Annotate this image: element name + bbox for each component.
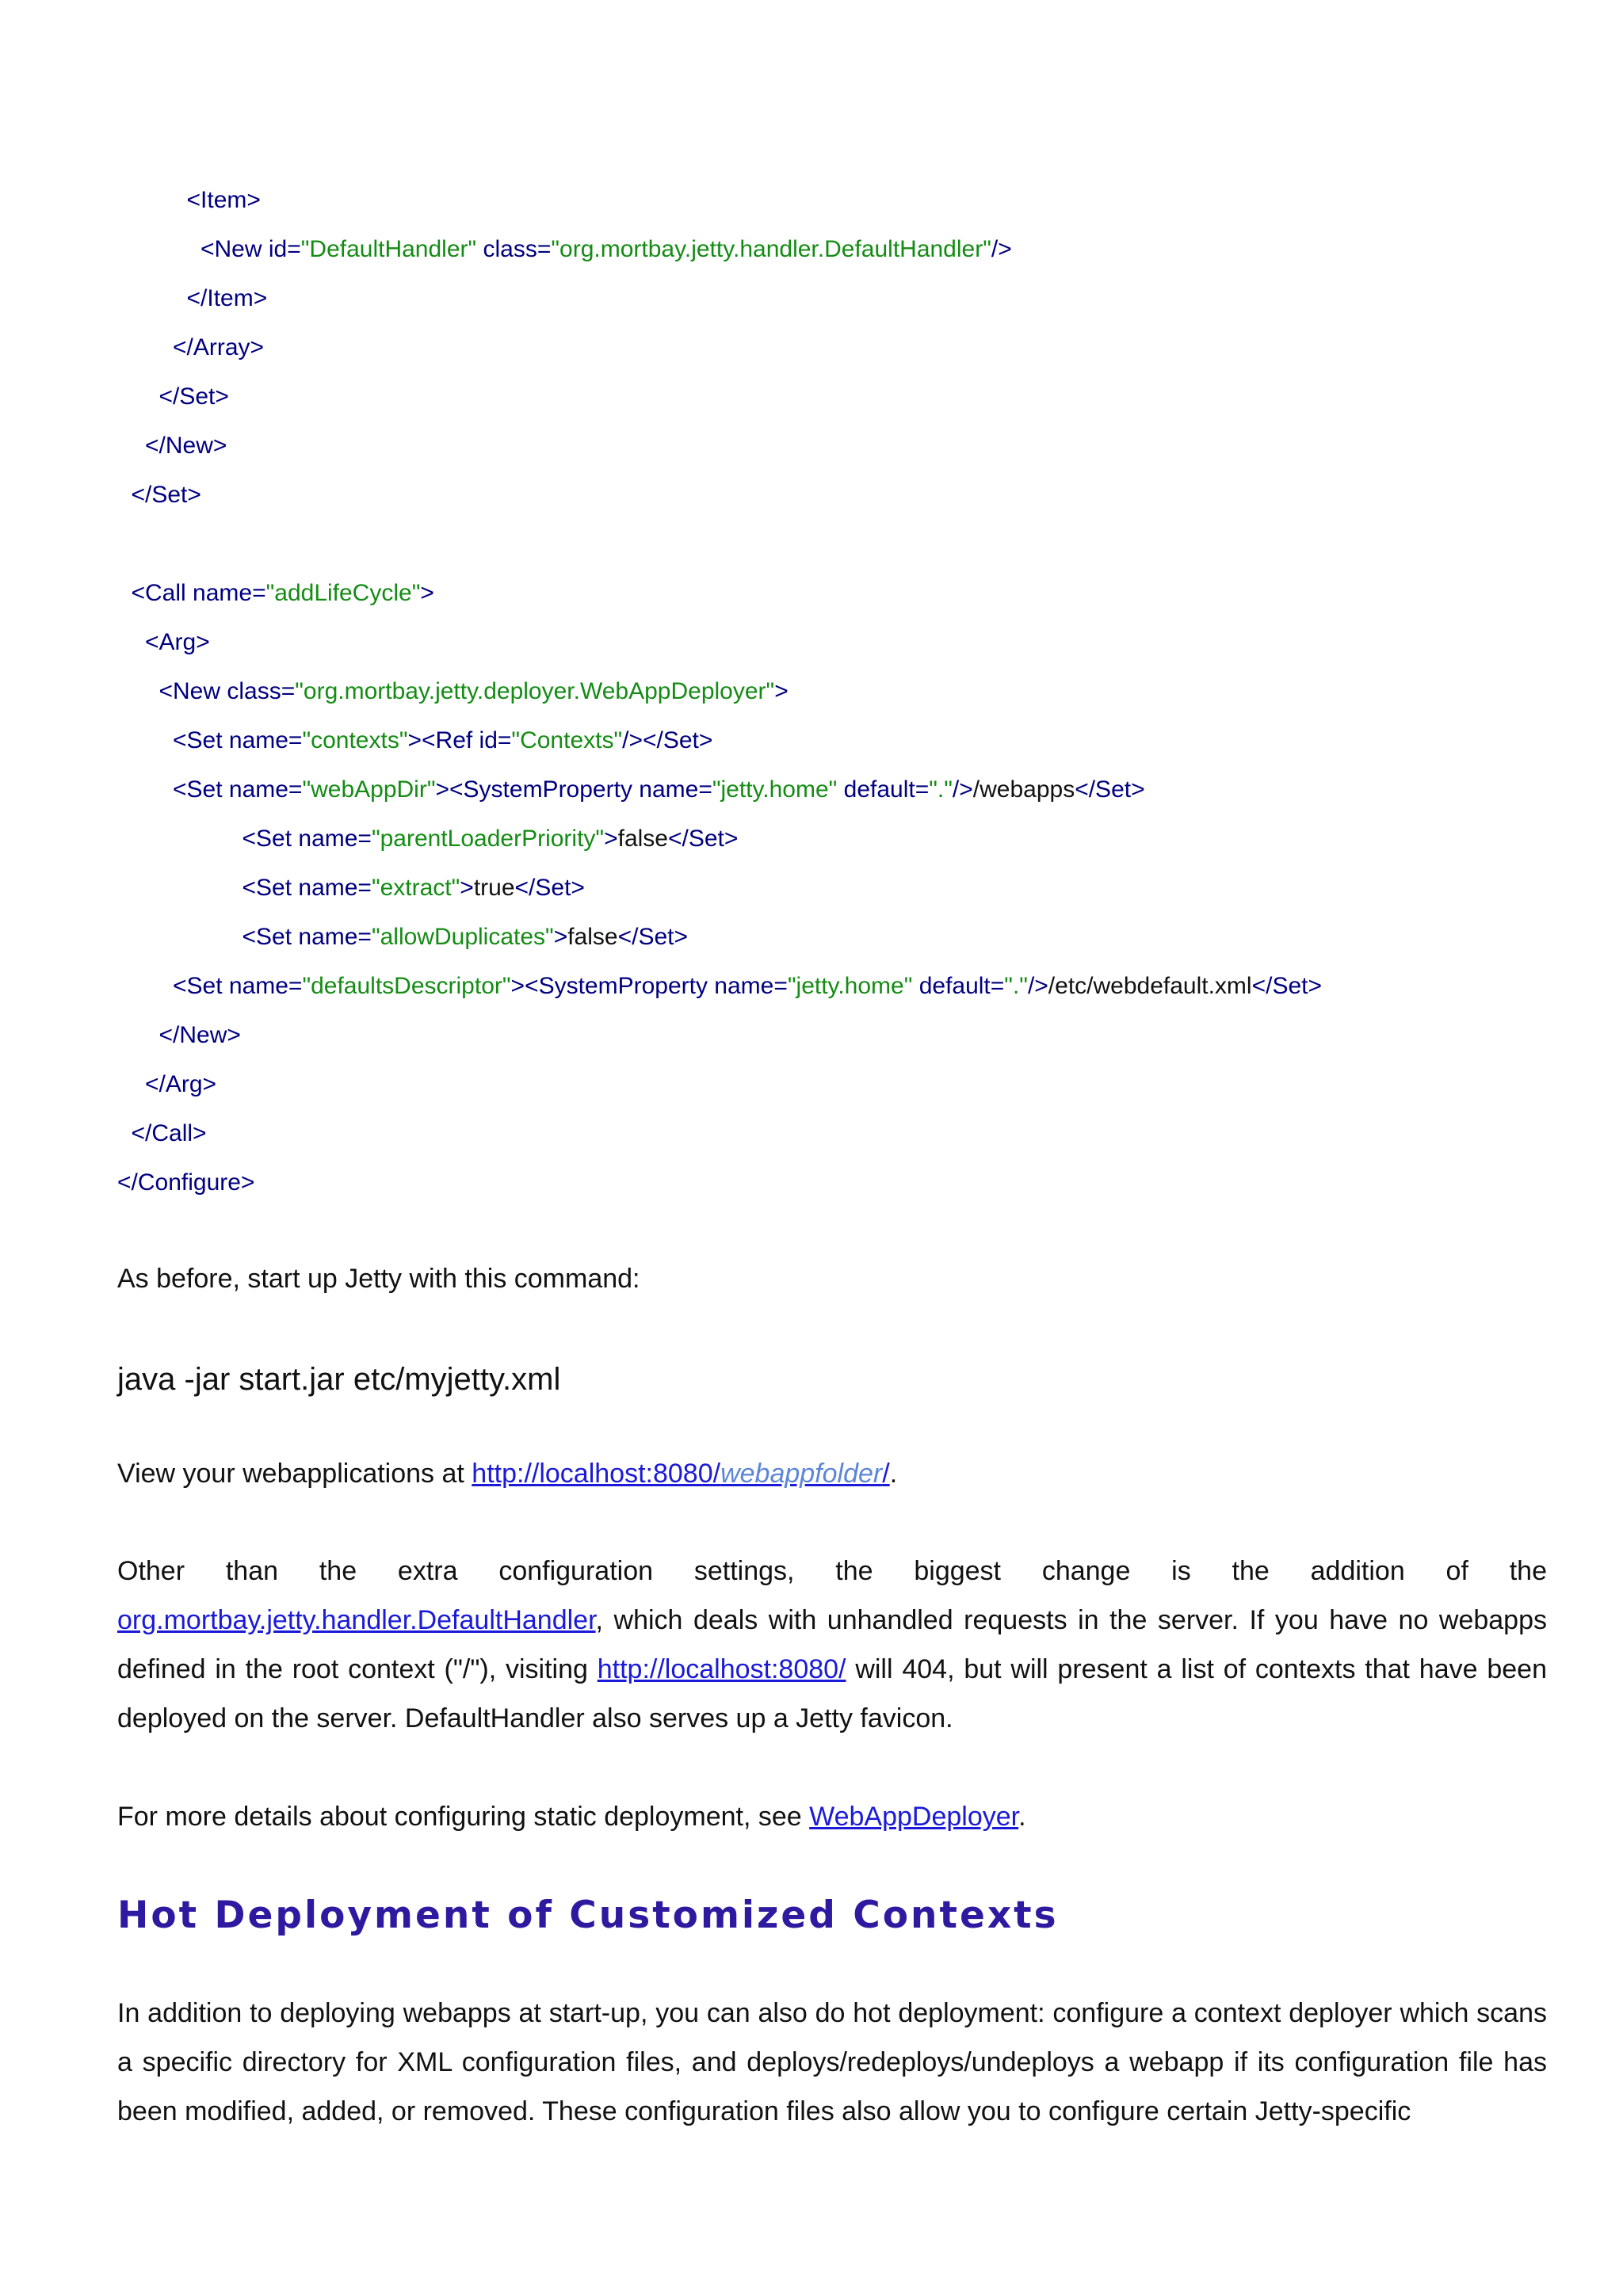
- code-line: [117, 274, 1544, 323]
- code-line: [117, 323, 1544, 372]
- code-line: [117, 864, 1544, 913]
- code-tag: />: [991, 236, 1012, 262]
- paragraph-text: , which deals with unhandled requests in the server. If you have no webapps defined in the root context ("/"), visiting: [117, 1605, 1547, 1684]
- code-string: ".": [1004, 973, 1028, 999]
- code-tag: </Set>: [131, 482, 201, 508]
- code-line: [117, 667, 1544, 716]
- code-line: [117, 372, 1544, 421]
- code-tag: </Set>: [1251, 973, 1322, 999]
- code-tag: <Call name=: [131, 580, 266, 606]
- code-tag: <Set name=: [173, 727, 303, 753]
- paragraph-before: [117, 1254, 1547, 1303]
- defaulthandler-link[interactable]: org.mortbay.jetty.handler.DefaultHandler: [117, 1605, 596, 1635]
- code-string: "DefaultHandler": [300, 236, 477, 262]
- code-line: [117, 765, 1544, 814]
- command-text: java -jar start.jar etc/myjetty.xml: [117, 1362, 561, 1397]
- code-text: true: [473, 875, 515, 901]
- code-line: [117, 618, 1544, 667]
- code-string: "Contexts": [511, 727, 623, 753]
- code-string: "contexts": [302, 727, 408, 753]
- code-tag: </Array>: [173, 334, 265, 360]
- paragraph-text: .: [1018, 1802, 1026, 1832]
- code-line: [117, 225, 1544, 274]
- code-text: /webapps: [972, 776, 1075, 803]
- code-line: [117, 962, 1544, 1011]
- code-string: "extract": [371, 875, 460, 901]
- code-tag: <Set name=: [242, 875, 372, 901]
- code-tag: <Set name=: [173, 776, 303, 803]
- code-line: [117, 471, 1544, 520]
- code-tag: ><SystemProperty name=: [510, 973, 788, 999]
- code-tag: default=: [912, 973, 1005, 999]
- code-tag: <New class=: [158, 678, 296, 704]
- code-string: "addLifeCycle": [265, 580, 421, 606]
- localhost-webappfolder-link[interactable]: [472, 1459, 889, 1489]
- code-line: [117, 520, 1544, 569]
- code-tag: >: [553, 924, 568, 950]
- code-line: [117, 716, 1544, 765]
- webappdeployer-link[interactable]: WebAppDeployer: [809, 1802, 1019, 1832]
- link-text: http://localhost:8080/: [472, 1459, 721, 1489]
- code-tag: </New>: [158, 1022, 241, 1048]
- code-tag: </New>: [145, 433, 227, 459]
- code-tag: >: [460, 875, 474, 901]
- code-line: [117, 1109, 1544, 1158]
- code-tag: </Call>: [131, 1120, 207, 1146]
- code-line: [117, 176, 1544, 225]
- code-string: "org.mortbay.jetty.handler.DefaultHandler": [551, 236, 991, 262]
- code-tag: />: [952, 776, 973, 803]
- code-string: ".": [929, 776, 953, 803]
- localhost-link[interactable]: http://localhost:8080/: [597, 1654, 846, 1684]
- command-line: [117, 1355, 560, 1404]
- code-tag: </Set>: [617, 924, 688, 950]
- code-line: [117, 569, 1544, 618]
- code-tag: <Arg>: [145, 629, 210, 655]
- code-tag: <Set name=: [242, 826, 372, 852]
- code-tag: ><SystemProperty name=: [435, 776, 712, 803]
- code-tag: </Arg>: [145, 1071, 217, 1097]
- paragraph-view: [117, 1449, 1547, 1498]
- code-text: /etc/webdefault.xml: [1048, 973, 1252, 999]
- code-tag: />: [1027, 973, 1048, 999]
- code-tag: <Set name=: [242, 924, 372, 950]
- code-tag: <New id=: [200, 236, 301, 262]
- xml-code-block: [117, 176, 1544, 1207]
- code-string: "jetty.home": [787, 973, 913, 999]
- code-line: [117, 1011, 1544, 1060]
- paragraph-hot-deployment: [117, 1989, 1547, 2136]
- code-tag: ><Ref id=: [407, 727, 512, 753]
- paragraph-text: View your webapplications at: [117, 1459, 472, 1489]
- paragraph-other: [117, 1547, 1547, 1743]
- paragraph-details: [117, 1792, 1547, 1841]
- code-tag: >: [774, 678, 789, 704]
- code-tag: default=: [837, 776, 930, 803]
- code-string: "webAppDir": [302, 776, 436, 803]
- code-tag: >: [604, 826, 618, 852]
- paragraph-text: will 404, but will present a list of contexts that have been deployed on the server. DefaultHandler also serves up a Jetty favicon.: [117, 1654, 1547, 1733]
- link-italic-text: webappfolder: [720, 1459, 883, 1489]
- paragraph-text: Other than the extra configuration settings, the biggest change is the addition of the: [117, 1556, 1547, 1586]
- link-end-text: /: [882, 1459, 890, 1489]
- code-tag: <Set name=: [173, 973, 303, 999]
- code-text: false: [617, 826, 668, 852]
- paragraph-text: In addition to deploying webapps at start-up, you can also do hot deployment: configure a context deployer which scans a specific directory for XML configuration files, and deploys/redeploys/undeploys a webapp if its configuration file has been modified, added, or removed. These configuration files also allow you to configure certain Jetty-specific: [117, 1998, 1547, 2126]
- code-text: false: [567, 924, 618, 950]
- code-string: "org.mortbay.jetty.deployer.WebAppDeployer": [295, 678, 775, 704]
- code-tag: </Set>: [1075, 776, 1145, 803]
- code-tag: /></Set>: [622, 727, 713, 753]
- code-string: "allowDuplicates": [371, 924, 554, 950]
- paragraph-text: As before, start up Jetty with this command:: [117, 1264, 640, 1294]
- code-tag: class=: [476, 236, 552, 262]
- code-line: [117, 1060, 1544, 1109]
- code-tag: </Set>: [667, 826, 739, 852]
- code-tag: </Configure>: [117, 1169, 255, 1196]
- code-string: "jetty.home": [712, 776, 838, 803]
- paragraph-text: For more details about configuring static deployment, see: [117, 1802, 810, 1832]
- code-tag: </Set>: [158, 383, 229, 410]
- code-line: [117, 814, 1544, 864]
- code-string: "parentLoaderPriority": [371, 826, 605, 852]
- section-heading: Hot Deployment of Customized Contexts: [117, 1894, 1059, 1937]
- code-tag: </Set>: [514, 875, 585, 901]
- code-string: "defaultsDescriptor": [302, 973, 511, 999]
- code-line: [117, 913, 1544, 962]
- code-tag: </Item>: [186, 285, 268, 311]
- code-tag: <Item>: [186, 187, 261, 213]
- code-line: [117, 1158, 1544, 1207]
- paragraph-text: .: [889, 1459, 898, 1489]
- code-line: [117, 421, 1544, 471]
- code-tag: >: [420, 580, 434, 606]
